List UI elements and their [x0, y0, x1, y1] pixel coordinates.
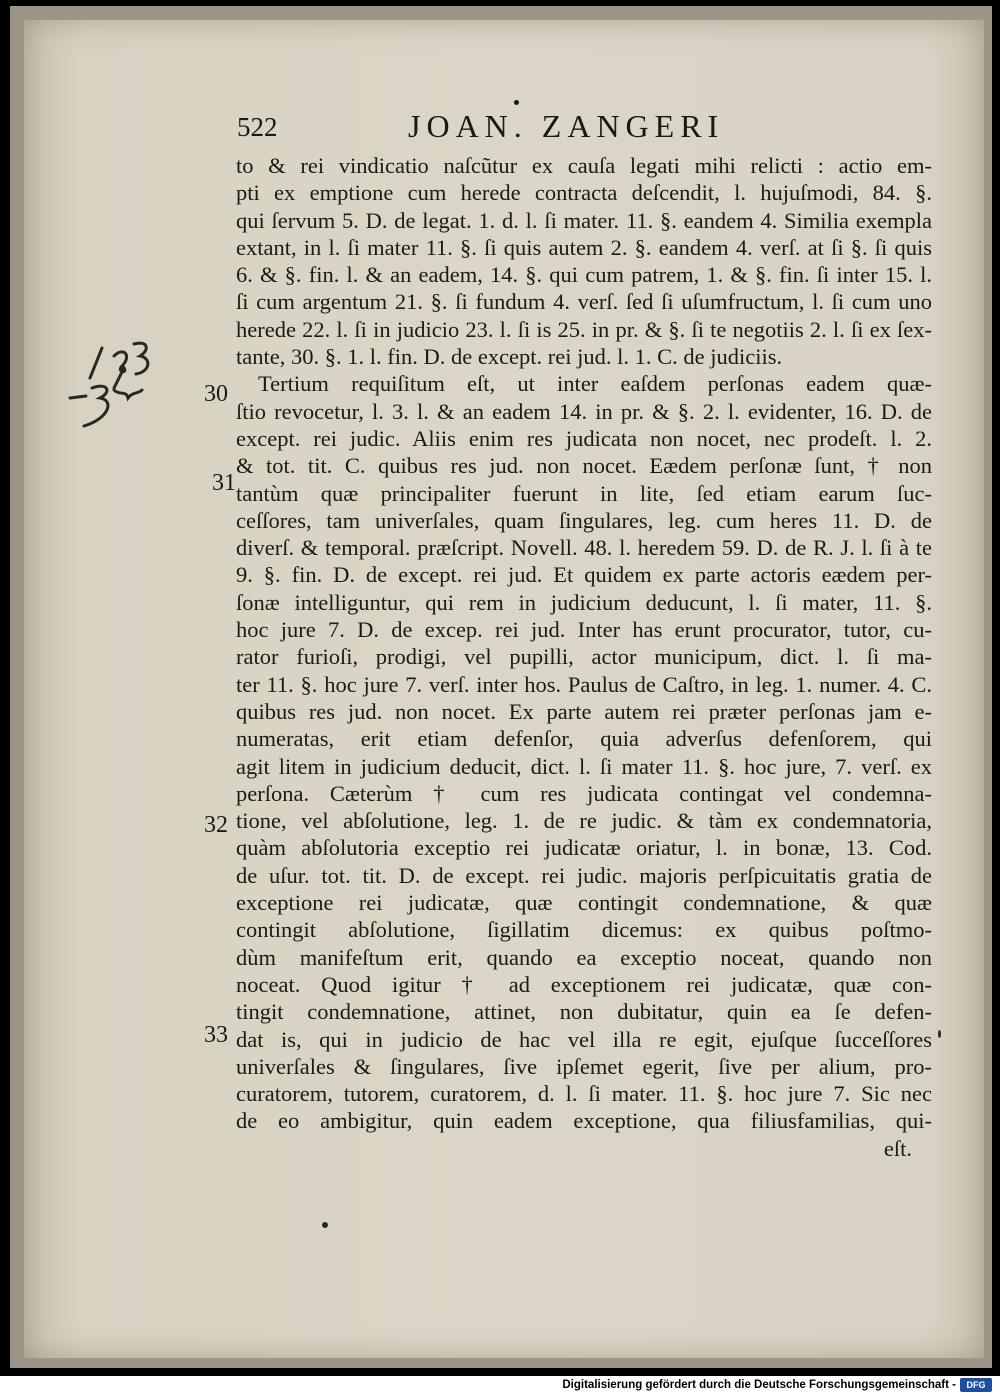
text-line: exceptione rei judicatæ, quæ contingit condemnatione, & quæ [236, 890, 932, 916]
text-line: rator furioſi, prodigi, vel pupilli, actor municipum, dict. l. ſi ma- [236, 644, 932, 670]
paper-speck [938, 1030, 941, 1038]
running-head: JOAN. ZANGERI [408, 108, 725, 144]
page-number: 522 [237, 112, 278, 142]
text-line: numeratas, erit etiam defenſor, quia adverſus defenſorem, qui [236, 726, 932, 752]
text-line: Tertium requiſitum eſt, ut inter eaſdem perſonas eadem quæ- [258, 371, 932, 397]
margin-number-32: 32 [204, 812, 228, 838]
text-line: hoc jure 7. D. de excep. rei jud. Inter has erunt procurator, tutor, cu- [236, 617, 932, 643]
text-line: perſona. Cæterùm † cum res judicata contingat vel condemna- [236, 780, 932, 806]
catchword: eſt. [883, 1135, 912, 1161]
text-line: 6. & §. fin. l. & an eadem, 14. §. qui cum patrem, 1. & §. fin. ſi inter 15. l. [236, 262, 932, 288]
text-line: & tot. tit. C. quibus res jud. non nocet. Eædem perſonæ ſunt, † non [236, 453, 932, 479]
text-line: dat is, qui in judicio de hac vel illa re egit, ejuſque ſucceſſores [236, 1026, 932, 1052]
text-line: pti ex emptione cum herede contracta deſcendit, l. hujuſmodi, 84. §. [236, 180, 932, 206]
text-line: ceſſores, tam univerſales, quam ſingulares, leg. cum heres 11. D. de [236, 507, 932, 533]
margin-number-30: 30 [204, 381, 228, 407]
dfg-logo: DFG [960, 1378, 992, 1392]
text-line: ſtio revocetur, l. 3. l. & an eadem 14. in pr. & §. 2. l. evidenter, 16. D. de [236, 398, 932, 424]
text-line: quàm abſolutoria exceptio rei judicatæ oriatur, l. in bonæ, 13. Cod. [236, 835, 932, 861]
text-line: agit litem in judicium deducit, dict. l. ſi mater 11. §. hoc jure, 7. verſ. ex [236, 753, 932, 779]
text-line: ter 11. §. hoc jure 7. verſ. inter hos. Paulus de Caſtro, in leg. 1. numer. 4. C. [236, 671, 932, 697]
text-line: herede 22. l. ſi in judicio 23. l. ſi is 25. in pr. & §. ſi te negotiis 2. l. ſi ex ſex- [236, 316, 932, 342]
margin-number-31: 31 [212, 470, 236, 496]
text-line: tingit condemnatione, attinet, non dubitatur, quin ea ſe defen- [236, 999, 932, 1025]
text-line: tione, vel abſolutione, leg. 1. de re judic. & tàm ex condemnatoria, [236, 808, 932, 834]
paper-speck [322, 1222, 328, 1228]
body-text [236, 152, 932, 1162]
text-line: contingit abſolutione, ſigillatim dicemus: ex quibus poſtmo- [236, 917, 932, 943]
text-line: univerſales & ſingulares, ſive ipſemet egerit, ſive per alium, pro- [236, 1053, 932, 1079]
text-line: tantùm quæ principaliter fuerunt in lite, ſed etiam earum ſuc- [236, 480, 932, 506]
text-line: diverſ. & temporal. præſcript. Novell. 48. l. heredem 59. D. de R. J. l. ſi à te [236, 535, 932, 561]
text-line: qui ſervum 5. D. de legat. 1. d. l. ſi mater. 11. §. eandem 4. Similia exempla [236, 207, 932, 233]
text-line: to & rei vindicatio naſcũtur ex cauſa legati mihi relicti : actio em- [236, 153, 932, 178]
funding-notice: Digitalisierung gefördert durch die Deutsche Forschungsgemeinschaft - [562, 1379, 956, 1391]
text-line: except. rei judic. Aliis enim res judicata non nocet, nec prodeſt. l. 2. [236, 425, 932, 451]
margin-number-33: 33 [204, 1022, 228, 1048]
text-line: 9. §. fin. D. de except. rei jud. Et quidem ex parte actoris eædem per- [236, 562, 932, 588]
text-line: de uſur. tot. tit. D. de except. rei judic. majoris perſpicuitatis gratia de [236, 862, 932, 888]
text-line: quibus res jud. non nocet. Ex parte autem rei præter perſonas jam e- [236, 698, 932, 724]
text-line: ſi cum argentum 21. §. ſi fundum 4. verſ. ſed ſi uſumfructum, l. ſi cum uno [236, 289, 932, 315]
text-line: dùm manifeſtum erit, quando ea exceptio noceat, quando non [236, 944, 932, 970]
handwritten-note [62, 338, 182, 438]
text-line: noceat. Quod igitur † ad exceptionem rei judicatæ, quæ con- [236, 971, 932, 997]
text-line: de eo ambigitur, quin eadem exceptione, qua filiusfamilias, qui- [236, 1108, 932, 1134]
text-line: extant, in l. ſi mater 11. §. ſi quis autem 2. §. eandem 4. verſ. at ſi §. ſi quis [236, 234, 932, 260]
page-dot [514, 100, 519, 105]
text-line: curatorem, tutorem, curatorem, d. l. ſi mater. 11. §. hoc jure 7. Sic nec [236, 1081, 932, 1107]
text-line: tante, 30. §. 1. l. fin. D. de except. rei jud. l. 1. C. de judiciis. [236, 344, 783, 370]
text-line: ſonæ intelliguntur, qui rem in judicium deducunt, l. ſi mater, 11. §. [236, 589, 932, 615]
